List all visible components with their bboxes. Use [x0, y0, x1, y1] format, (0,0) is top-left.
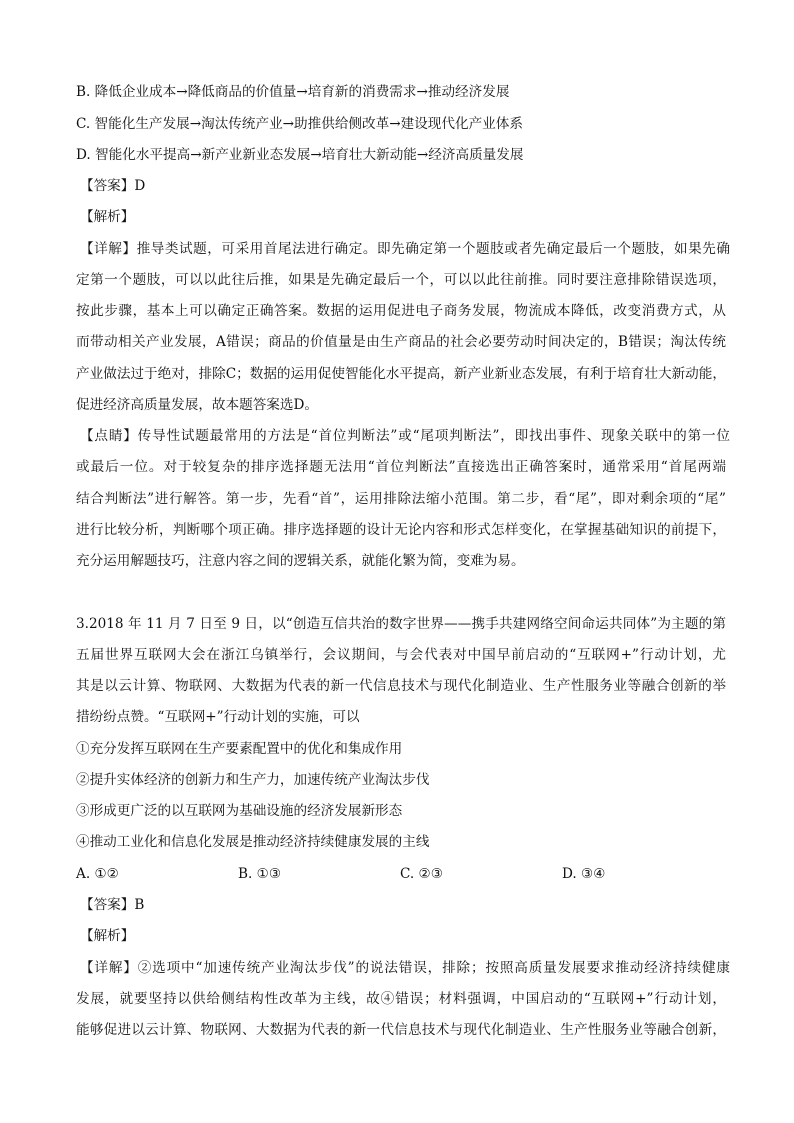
tip-line: 进行比较分析，判断哪个项正确。排序选择题的设计无论内容和形式怎样变化，在掌握基础知识的前提下， [76, 522, 726, 538]
statement-item: ④推动工业化和信息化发展是推动经济持续健康发展的主线 [76, 834, 430, 850]
analysis-heading: 【解析】 [80, 928, 135, 944]
question-stem-line: 五届世界互联网大会在浙江乌镇举行，会议期间，与会代表对中国早前启动的“互联网+”行动计划，尤 [76, 647, 726, 663]
option-b: B. 降低企业成本→降低商品的价值量→培育新的消费需求→推动经济发展 [76, 84, 510, 100]
detail-line: 发展，就要坚持以供给侧结构性改革为主线，故④错误；材料强调，中国启动的“互联网+”行动计划， [76, 991, 726, 1007]
option-d: D. 智能化水平提高→新产业新业态发展→培育壮大新动能→经济高质量发展 [76, 147, 524, 163]
question-stem-line: 3.2018 年 11 月 7 日至 9 日，以“创造互信共治的数字世界——携手共建网络空间命运共同体”为主题的第 [76, 616, 726, 632]
detail-line: 按此步骤，基本上可以确定正确答案。数据的运用促进电子商务发展，物流成本降低，改变消费方式，从 [76, 303, 726, 319]
question-stem-line: 措纷纷点赞。“互联网+”行动计划的实施，可以 [76, 709, 360, 725]
statement-item: ②提升实体经济的创新力和生产力，加速传统产业淘汰步伐 [76, 772, 430, 788]
choice-a: A. ①② [76, 866, 119, 882]
choice-d: D. ③④ [562, 866, 606, 882]
choice-b: B. ①③ [238, 866, 282, 882]
detail-line: 定第一个题肢，可以以此往后推，如果是先确定最后一个，可以以此往前推。同时要注意排除错误选项， [76, 272, 726, 288]
question-stem-line: 其是以云计算、物联网、大数据为代表的新一代信息技术与现代化制造业、生产性服务业等融合创新的举 [76, 678, 726, 694]
choice-c: C. ②③ [400, 866, 443, 882]
detail-line: 能够促进以云计算、物联网、大数据为代表的新一代信息技术与现代化制造业、生产性服务业等融合创新， [76, 1022, 726, 1038]
tip-line: 充分运用解题技巧，注意内容之间的逻辑关系，就能化繁为简，变难为易。 [76, 553, 525, 569]
detail-line: 【详解】②选项中“加速传统产业淘汰步伐”的说法错误，排除；按照高质量发展要求推动经济持续健康 [80, 960, 730, 976]
answer-label: 【答案】B [80, 897, 145, 913]
tip-line: 【点睛】传导性试题最常用的方法是“首位判断法”或“尾项判断法”，即找出事件、现象关联中的第一位 [80, 428, 730, 444]
answer-label: 【答案】D [80, 178, 146, 194]
detail-line: 而带动相关产业发展，A错误；商品的价值量是由生产商品的社会必要劳动时间决定的，B错误；淘汰传统 [76, 334, 726, 350]
detail-line: 促进经济高质量发展，故本题答案选D。 [76, 397, 318, 413]
detail-line: 产业做法过于绝对，排除C；数据的运用促使智能化水平提高，新产业新业态发展，有利于培育壮大新动能， [76, 366, 726, 382]
statement-item: ③形成更广泛的以互联网为基础设施的经济发展新形态 [76, 803, 403, 819]
analysis-heading: 【解析】 [80, 209, 135, 225]
option-c: C. 智能化生产发展→淘汰传统产业→助推供给侧改革→建设现代化产业体系 [76, 116, 523, 132]
tip-line: 结合判断法”进行解答。第一步，先看“首”，运用排除法缩小范围。第二步，看“尾”，即对剩余项的“尾” [76, 491, 726, 507]
statement-item: ①充分发挥互联网在生产要素配置中的优化和集成作用 [76, 741, 403, 757]
tip-line: 或最后一位。对于较复杂的排序选择题无法用“首位判断法”直接选出正确答案时，通常采用“首尾两端 [76, 459, 726, 475]
detail-line: 【详解】推导类试题，可采用首尾法进行确定。即先确定第一个题肢或者先确定最后一个题肢，如果先确 [80, 241, 730, 257]
